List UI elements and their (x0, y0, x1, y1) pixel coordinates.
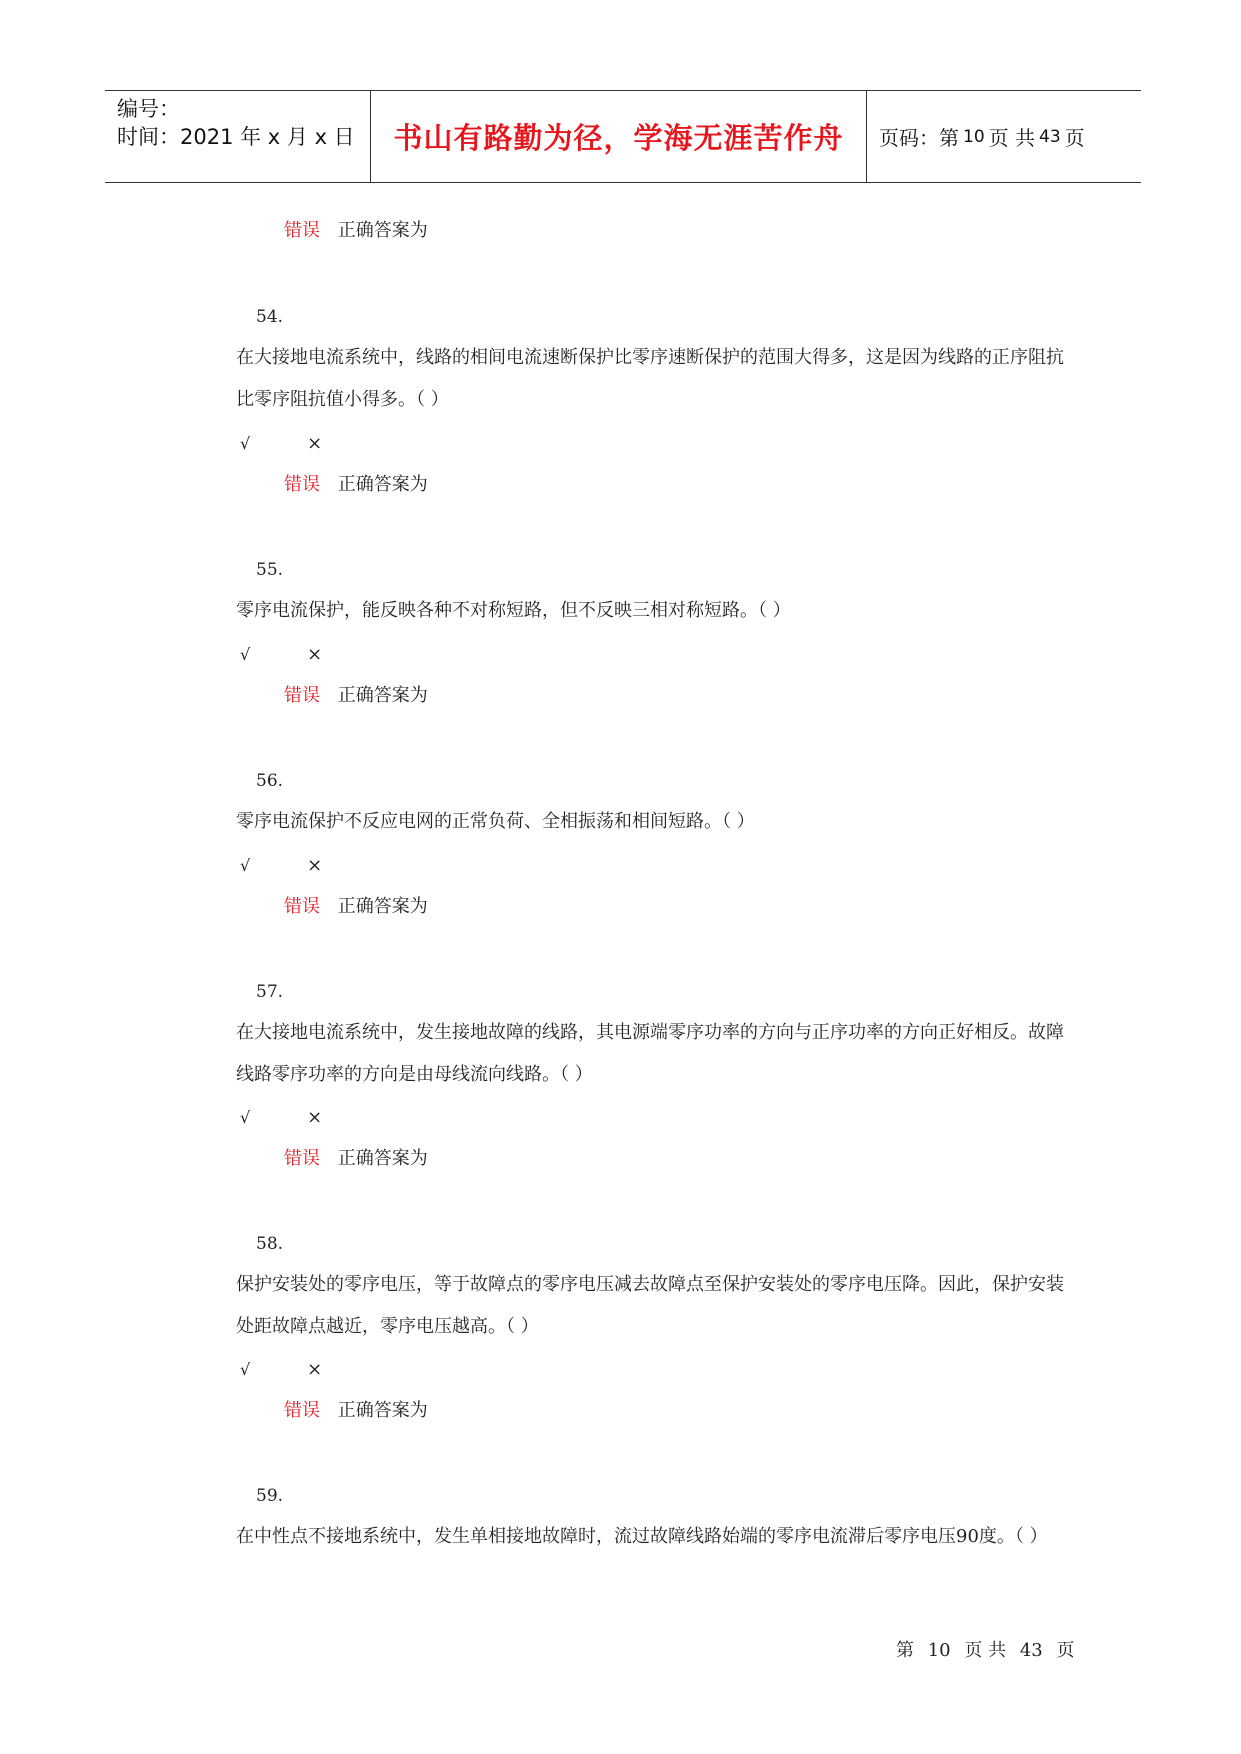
option-true[interactable]: √ (240, 856, 251, 875)
question-text: 保护安装处的零序电压，等于故障点的零序电压减去故障点至保护安装处的零序电压降。因此，保护安装处距故障点越近，零序电压越高。（ ） (236, 1274, 1064, 1337)
serial-label: 编号： (117, 97, 180, 121)
answer-options (240, 432, 322, 456)
question-number: 55. (256, 560, 284, 580)
page-footer (896, 1636, 1074, 1662)
page-prefix: 页码：第 (879, 126, 959, 150)
correct-answer-label: 正确答案为 (337, 896, 428, 917)
option-true[interactable]: √ (240, 1360, 251, 1379)
answer-options (240, 1358, 322, 1382)
question-number: 56. (256, 771, 284, 791)
answer-options (240, 1106, 322, 1130)
question-feedback (284, 1147, 428, 1171)
option-false[interactable]: × (307, 1359, 323, 1380)
wrong-label: 错误 (284, 1400, 320, 1421)
question-number: 58. (256, 1234, 284, 1254)
question-number: 54. (256, 307, 284, 327)
question-feedback (284, 684, 428, 708)
correct-answer-label: 正确答案为 (337, 220, 428, 241)
page-total: 43 (1039, 126, 1061, 147)
wrong-label: 错误 (284, 1148, 320, 1169)
wrong-label: 错误 (284, 220, 320, 241)
question-text: 在大接地电流系统中，发生接地故障的线路，其电源端零序功率的方向与正序功率的方向正好相反。故障线路零序功率的方向是由母线流向线路。（ ） (236, 1022, 1064, 1085)
question-number: 59. (256, 1486, 284, 1506)
footer-prefix: 第 (896, 1640, 914, 1661)
question-feedback (284, 473, 428, 497)
option-false[interactable]: × (307, 1107, 323, 1128)
time-text: 时间：2021 年 x 月 x 日 (117, 125, 355, 149)
footer-total-pages: 43 (1019, 1640, 1043, 1661)
page-mid: 页 共 (988, 126, 1035, 150)
question-text: 在中性点不接地系统中，发生单相接地故障时，流过故障线路始端的零序电流滞后零序电压90度。（ ） (236, 1526, 1048, 1547)
option-false[interactable]: × (307, 855, 323, 876)
motto-text: 书山有路勤为径，学海无涯苦作舟 (393, 121, 844, 155)
correct-answer-label: 正确答案为 (337, 1400, 428, 1421)
answer-options (240, 643, 322, 667)
option-true[interactable]: √ (240, 434, 251, 453)
question-feedback (284, 1399, 428, 1423)
correct-answer-label: 正确答案为 (337, 474, 428, 495)
wrong-label: 错误 (284, 685, 320, 706)
wrong-label: 错误 (284, 896, 320, 917)
question-text: 零序电流保护不反应电网的正常负荷、全相振荡和相间短路。（ ） (236, 811, 755, 832)
option-true[interactable]: √ (240, 1108, 251, 1127)
option-false[interactable]: × (307, 644, 323, 665)
wrong-label: 错误 (284, 474, 320, 495)
question-text: 零序电流保护，能反映各种不对称短路，但不反映三相对称短路。（ ） (236, 600, 791, 621)
footer-current-page: 10 (927, 1640, 951, 1661)
previous-question-feedback (284, 219, 428, 243)
question-number: 57. (256, 982, 284, 1002)
option-true[interactable]: √ (240, 645, 251, 664)
correct-answer-label: 正确答案为 (337, 1148, 428, 1169)
footer-suffix: 页 (1056, 1640, 1075, 1661)
page-suffix: 页 (1064, 126, 1085, 150)
option-false[interactable]: × (307, 433, 323, 454)
question-text: 在大接地电流系统中，线路的相间电流速断保护比零序速断保护的范围大得多，这是因为线路的正序阻抗比零序阻抗值小得多。（ ） (236, 347, 1064, 410)
correct-answer-label: 正确答案为 (337, 685, 428, 706)
question-feedback (284, 895, 428, 919)
answer-options (240, 854, 322, 878)
footer-mid: 页 共 (964, 1640, 1007, 1661)
page-current: 10 (963, 126, 985, 147)
